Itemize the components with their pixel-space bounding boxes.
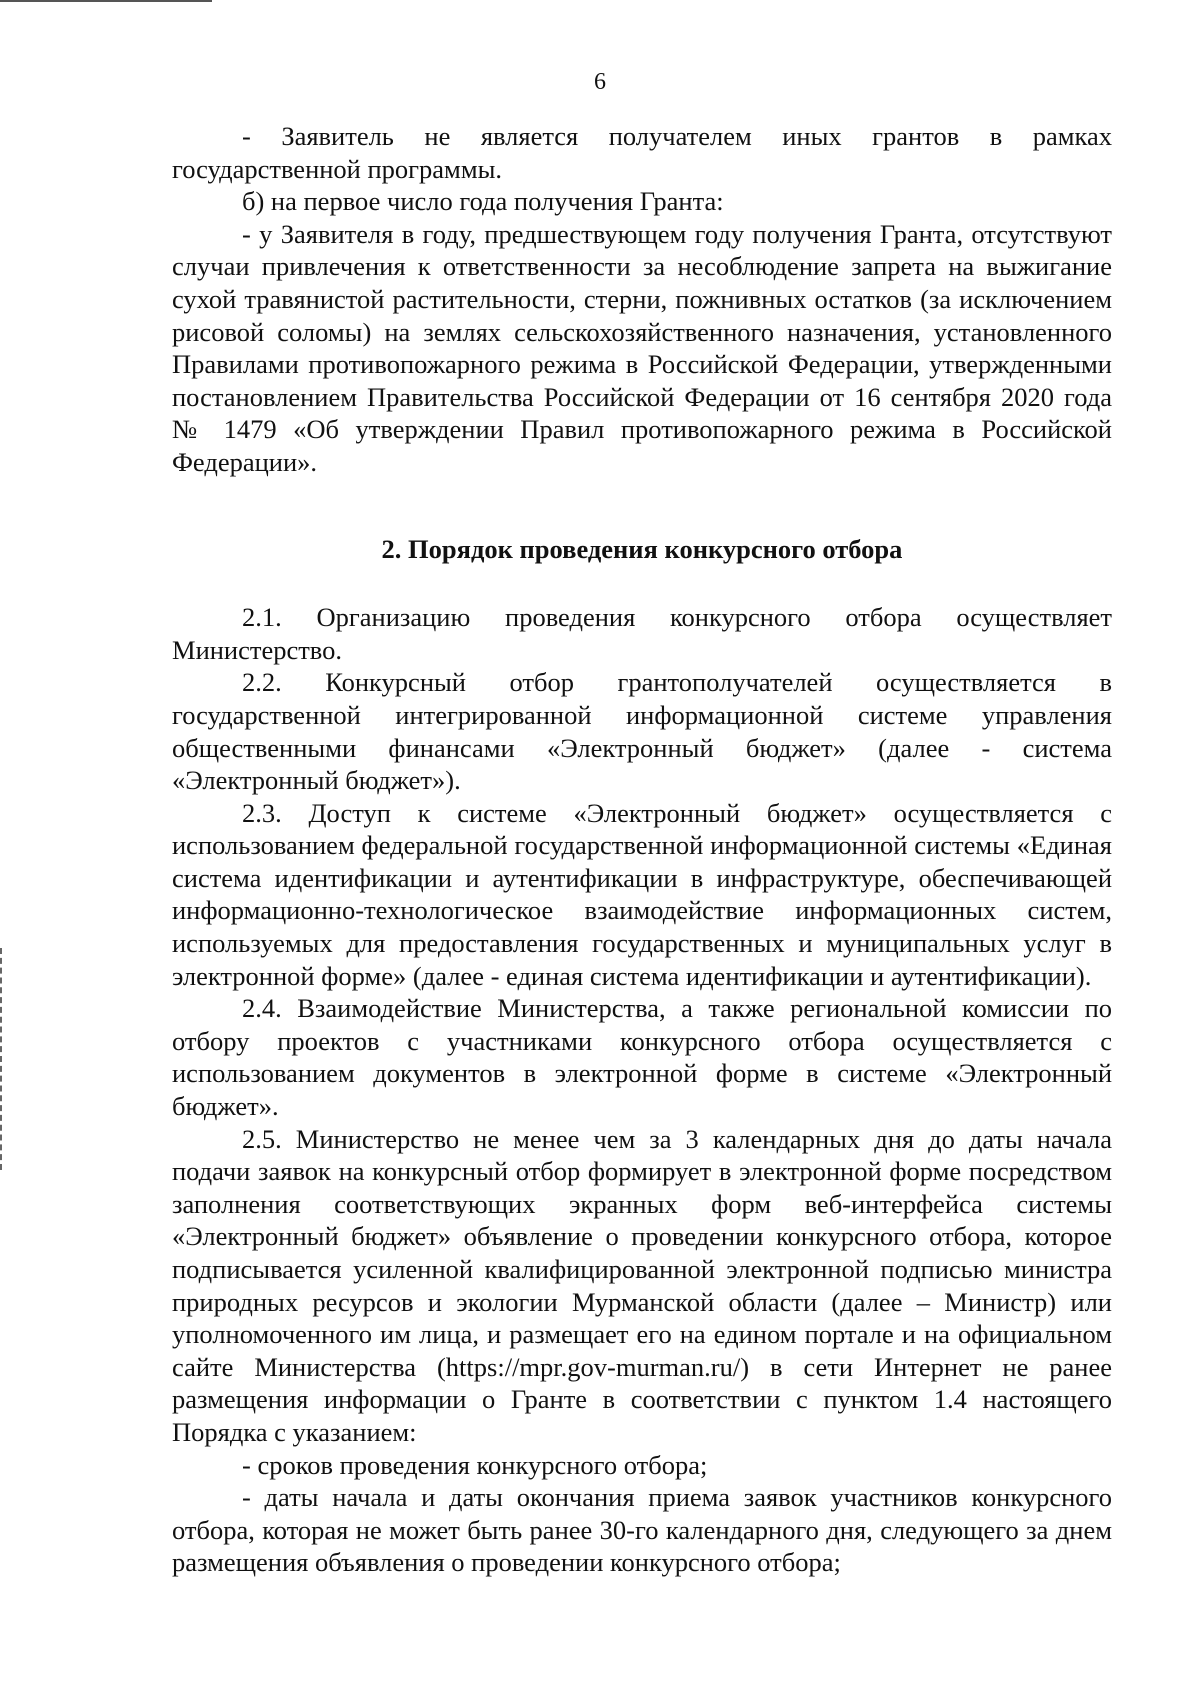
page-number: 6 (594, 69, 606, 95)
paragraph-2-5: 2.5. Министерство не менее чем за 3 календарных дня до даты начала подачи заявок на конкурсный отбор формирует в электронной форме посредством заполнения соответствующих экранных форм веб-интерфейса системы «Электронный бюджет» объявление о проведении конкурсного отбора, которое подписывается усиленной квалифицированной электронной подписью министра природных ресурсов и экологии Мурманской области (далее – Министр) или уполномоченного им лица, и размещает его на едином портале и на официальном сайте Министерства (https://mpr.gov-murman.ru/) в сети Интернет не ранее размещения информации о Гранте в соответствии с пунктом 1.4 настоящего Порядка с указанием: (172, 1123, 1112, 1447)
document-body (172, 120, 1112, 1579)
section-heading: 2. Порядок проведения конкурсного отбора (381, 533, 903, 564)
list-item-selection-terms: - сроков проведения конкурсного отбора; (242, 1449, 708, 1480)
paragraph-2-1: 2.1. Организацию проведения конкурсного отбора осуществляет Министерство. (172, 602, 1112, 665)
list-item-application-dates: - даты начала и даты окончания приема заявок участников конкурсного отбора, которая не может быть ранее 30-го календарного дня, следующего за днем размещения объявления о проведении конкурсного отбора; (172, 1482, 1112, 1578)
paragraph-2-4: 2.4. Взаимодействие Министерства, а также региональной комиссии по отбору проектов с участниками конкурсного отбора осуществляется с использованием документов в электронной форме в системе «Электронный бюджет». (172, 993, 1112, 1122)
scan-margin-mark (0, 948, 5, 1170)
paragraph-2-2: 2.2. Конкурсный отбор грантополучателей осуществляется в государственной интегрированной информационной системе управления общественными финансами «Электронный бюджет» (далее - система «Электронный бюджет»). (172, 667, 1112, 796)
paragraph-no-fire-violations: - у Заявителя в году, предшествующем году получения Гранта, отсутствуют случаи привлечения к ответственности за несоблюдение запрета на выжигание сухой травянистой растительности, стерни, пожнивных остатков (за исключением рисовой соломы) на землях сельскохозяйственного назначения, установленного Правилами противопожарного режима в Российской Федерации, утвержденными постановлением Правительства Российской Федерации от 16 сентября 2020 года № 1479 «Об утверждении Правил противопожарного режима в Российской Федерации». (172, 218, 1112, 477)
paragraph-applicant-no-other-grants: - Заявитель не является получателем иных грантов в рамках государственной программы. (172, 121, 1112, 184)
scan-edge-line (0, 0, 212, 2)
paragraph-2-3: 2.3. Доступ к системе «Электронный бюджет» осуществляется с использованием федеральной государственной информационной системы «Единая система идентификации и аутентификации в инфраструктуре, обеспечивающей информационно-технологическое взаимодействие информационных систем, используемых для предоставления государственных и муниципальных услуг в электронной форме» (далее - единая система идентификации и аутентификации). (172, 797, 1112, 991)
paragraph-first-day-of-year: б) на первое число года получения Гранта: (242, 186, 724, 217)
